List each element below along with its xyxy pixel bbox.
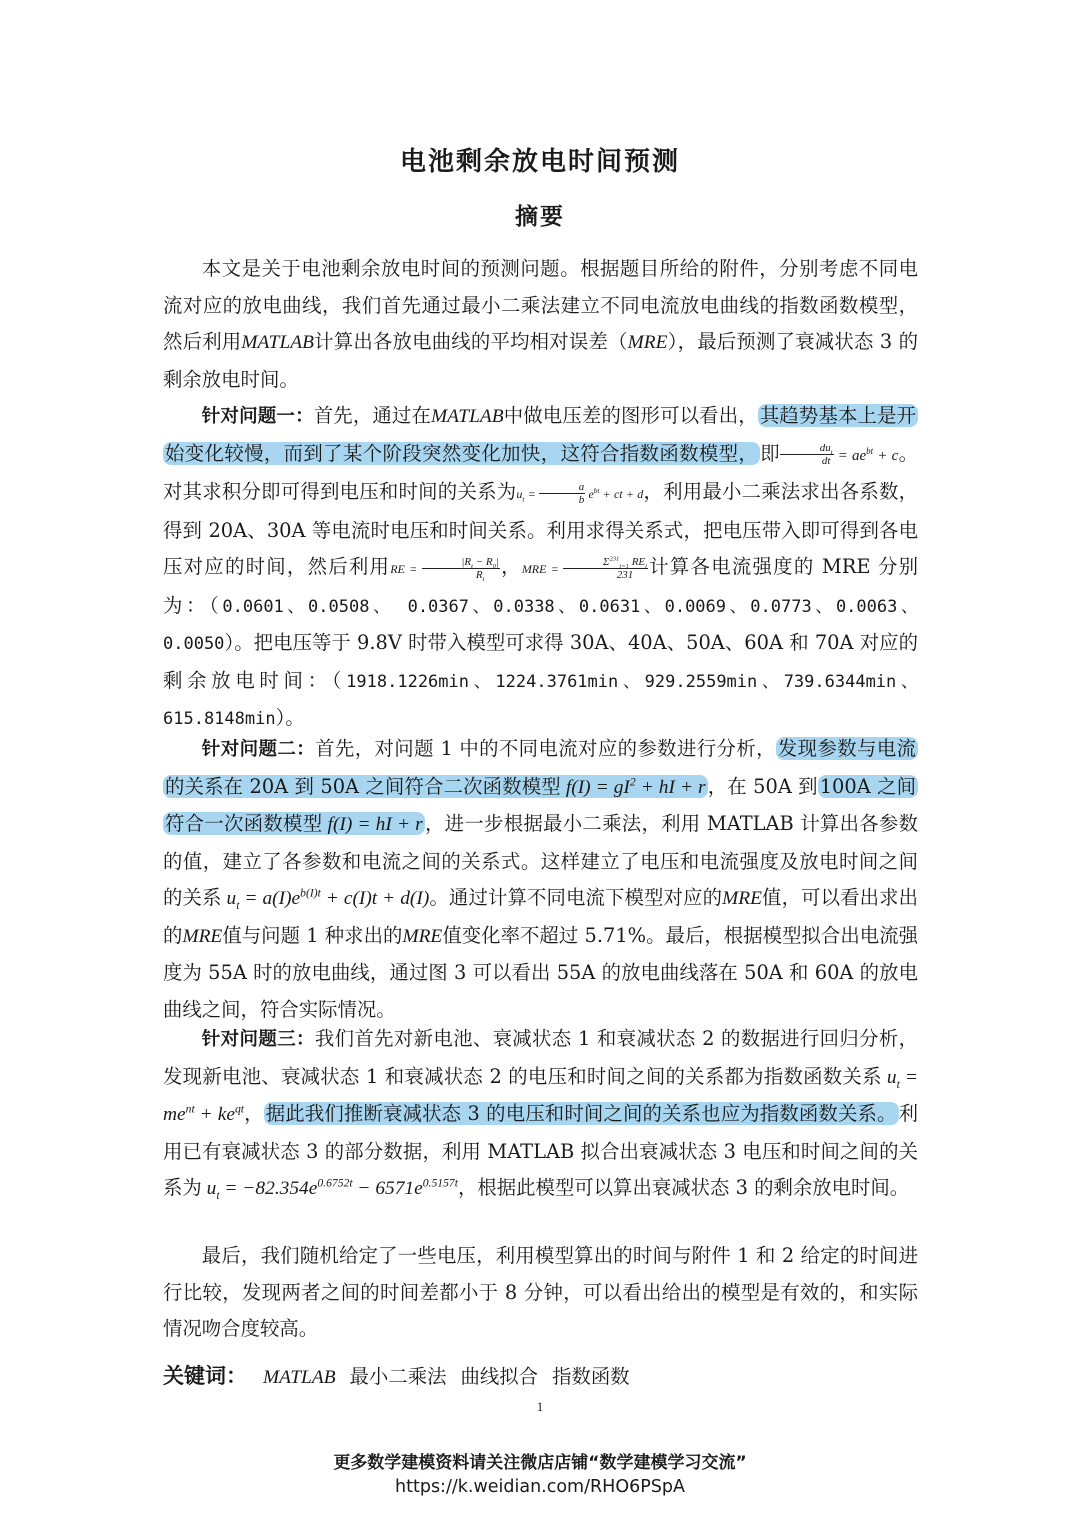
abstract-heading: 摘要 (515, 204, 565, 230)
page-number: 1 (536, 1399, 544, 1414)
highlight-2: 发现参数与电流的关系在 20A 到 50A 之间符合二次函数模型 $f(I) = gI^2$ + hI + r (165, 737, 916, 798)
conclusion-paragraph: 最后，我们随机给定了一些电压，利用模型算出的时间与附件 1 和 2 给定的时间进行比较，发现两者之间的时间差都小于 8 分钟，可以看出给出的模型是有效的，和实际情况吻合度较高。 (163, 1244, 918, 1340)
footer (0, 1451, 1080, 1499)
formula-voltage-time: $u_t$ = $\frac{a}{b}$ $e^{bt}$ + ct + d (516, 480, 644, 506)
problem-3-paragraph: 针对问题三：我们首先对新电池、衰减状态 1 和衰减状态 2 的数据进行回归分析，发现新电池、衰减状态 1 和衰减状态 2 的电压和时间之间的关系都为指数函数关系 $u_t = me^{nt} + ke^{qt}$， 据此我们推断衰减状态 3 的电压和时间之间的关系也应为指数函数关系。 利用已有衰减状态 3 的部分数据，利用 MATLAB 拟合出衰减状态 3 电压和时间之间的关系为 $u_t = -82.354e^{0.6752t} - 6571e^{0.5157t}$，根据此模型可以算出衰减状态 3 的剩余放电时间。 (163, 1027, 918, 1202)
formula-state3: $u_t = -82.354e^{0.6752t} - 6571e^{0.5157t}$ (201, 1176, 458, 1202)
formula-mre: MRE = $\frac{\Sigma^{231}_{i=1} RE_i}{231}$ (521, 554, 647, 581)
formula-derivative: $\frac{du_t}{dt}$ = $ae^{bt} + c$ (780, 442, 898, 465)
formula-re: RE = $\frac{|R_t - R_0|}{R_t}$ (390, 555, 499, 583)
highlight-1: 其趋势基本上是开始变化较慢，而到了某个阶段突然变化加快，这符合指数函数模型， (165, 404, 917, 465)
page-title: 电池剩余放电时间预测 (399, 147, 680, 177)
formula-general-model: $u_t = a(I)e^{b(I)t} + c(I)t + d(I)$ (221, 886, 430, 912)
keyword-item: MATLAB (263, 1367, 336, 1388)
footer-url-link[interactable]: https://k.weidian.com/RHO6PSpA (395, 1477, 685, 1497)
problem-2-label: 针对问题二： (201, 739, 316, 760)
keywords-line (163, 1358, 644, 1396)
keyword-item: 最小二乘法 (349, 1365, 447, 1388)
problem-1-paragraph: 针对问题一：首先，通过在MATLAB中做电压差的图形可以看出， 其趋势基本上是开始变化较慢，而到了某个阶段突然变化加快，这符合指数函数模型， 即 $\frac{du_t}{dt}$ = $ae^{bt} + c$。对其求积分即可得到电压和时间的关系为$u_t$ = $\frac{a}{b}$ $e^{bt}$ + ct + d，利用最小二乘法求出各系数，得到 20A、30A 等电流时电压和时间关系。利用求得关系式，把电压带入即可得到各电压对应的时间，然后利用RE = $\frac{|R_t - R_0|}{R_t}$ ，MRE = $\frac{\Sigma^{231}_{i=1} RE_i}{231}$ 计算各电流强度的 MRE 分别为：（0.0601、0.0508、 0.0367、0.0338、0.0631、0.0069、0.0773、0.0063、0.0050）。把电压等于 9.8V 时带入模型可求得 30A、40A、50A、60A 和 70A 对应的剩余放电时间：（1918.1226min、1224.3761min、929.2559min、739.6344min、615.8148min）。 (163, 404, 919, 729)
highlight-3: 100A 之间符合一次函数模型 f(I) = hI + r (165, 774, 916, 835)
keyword-item: 指数函数 (552, 1365, 630, 1388)
highlight-4: 据此我们推断衰减状态 3 的电压和时间之间的关系也应为指数函数关系。 (265, 1102, 897, 1125)
problem-1-label: 针对问题一： (201, 406, 314, 427)
keyword-item: 曲线拟合 (460, 1365, 539, 1388)
intro-paragraph: 本文是关于电池剩余放电时间的预测问题。根据题目所给的附件，分别考虑不同电流对应的放电曲线，我们首先通过最小二乘法建立不同电流放电曲线的指数函数模型，然后利用MATLAB计算出各放电曲线的平均相对误差（MRE），最后预测了衰减状态 3 的剩余放电时间。 (163, 257, 919, 391)
formula-double-exp: $u_t = me^{nt} + ke^{qt}$ (163, 1066, 918, 1125)
footer-promo-text: 更多数学建模资料请关注微店店铺“数学建模学习交流” (333, 1453, 747, 1473)
keywords-label: 关键词： (163, 1364, 247, 1388)
problem-3-label: 针对问题三： (201, 1029, 315, 1050)
problem-2-paragraph: 针对问题二：首先，对问题 1 中的不同电流对应的参数进行分析， 发现参数与电流的关系在 20A 到 50A 之间符合二次函数模型 $f(I) = gI^2$ + hI + r ，在 50A 到 100A 之间符合一次函数模型 f(I) = hI + r ，进一步根据最小二乘法，利用 MATLAB 计算出各参数的值，建立了各参数和电流之间的关系式。这样建立了电压和电流强度及放电时间之间的关系 $u_t = a(I)e^{b(I)t} + c(I)t + d(I)$。通过计算不同电流下模型对应的MRE值，可以看出求出的MRE值与问题 1 种求出的MRE值变化率不超过 5.71%。最后，根据模型拟合出电流强度为 55A 时的放电曲线，通过图 3 可以看出 55A 的放电曲线落在 50A 和 60A 的放电曲线之间，符合实际情况。 (163, 737, 919, 1021)
